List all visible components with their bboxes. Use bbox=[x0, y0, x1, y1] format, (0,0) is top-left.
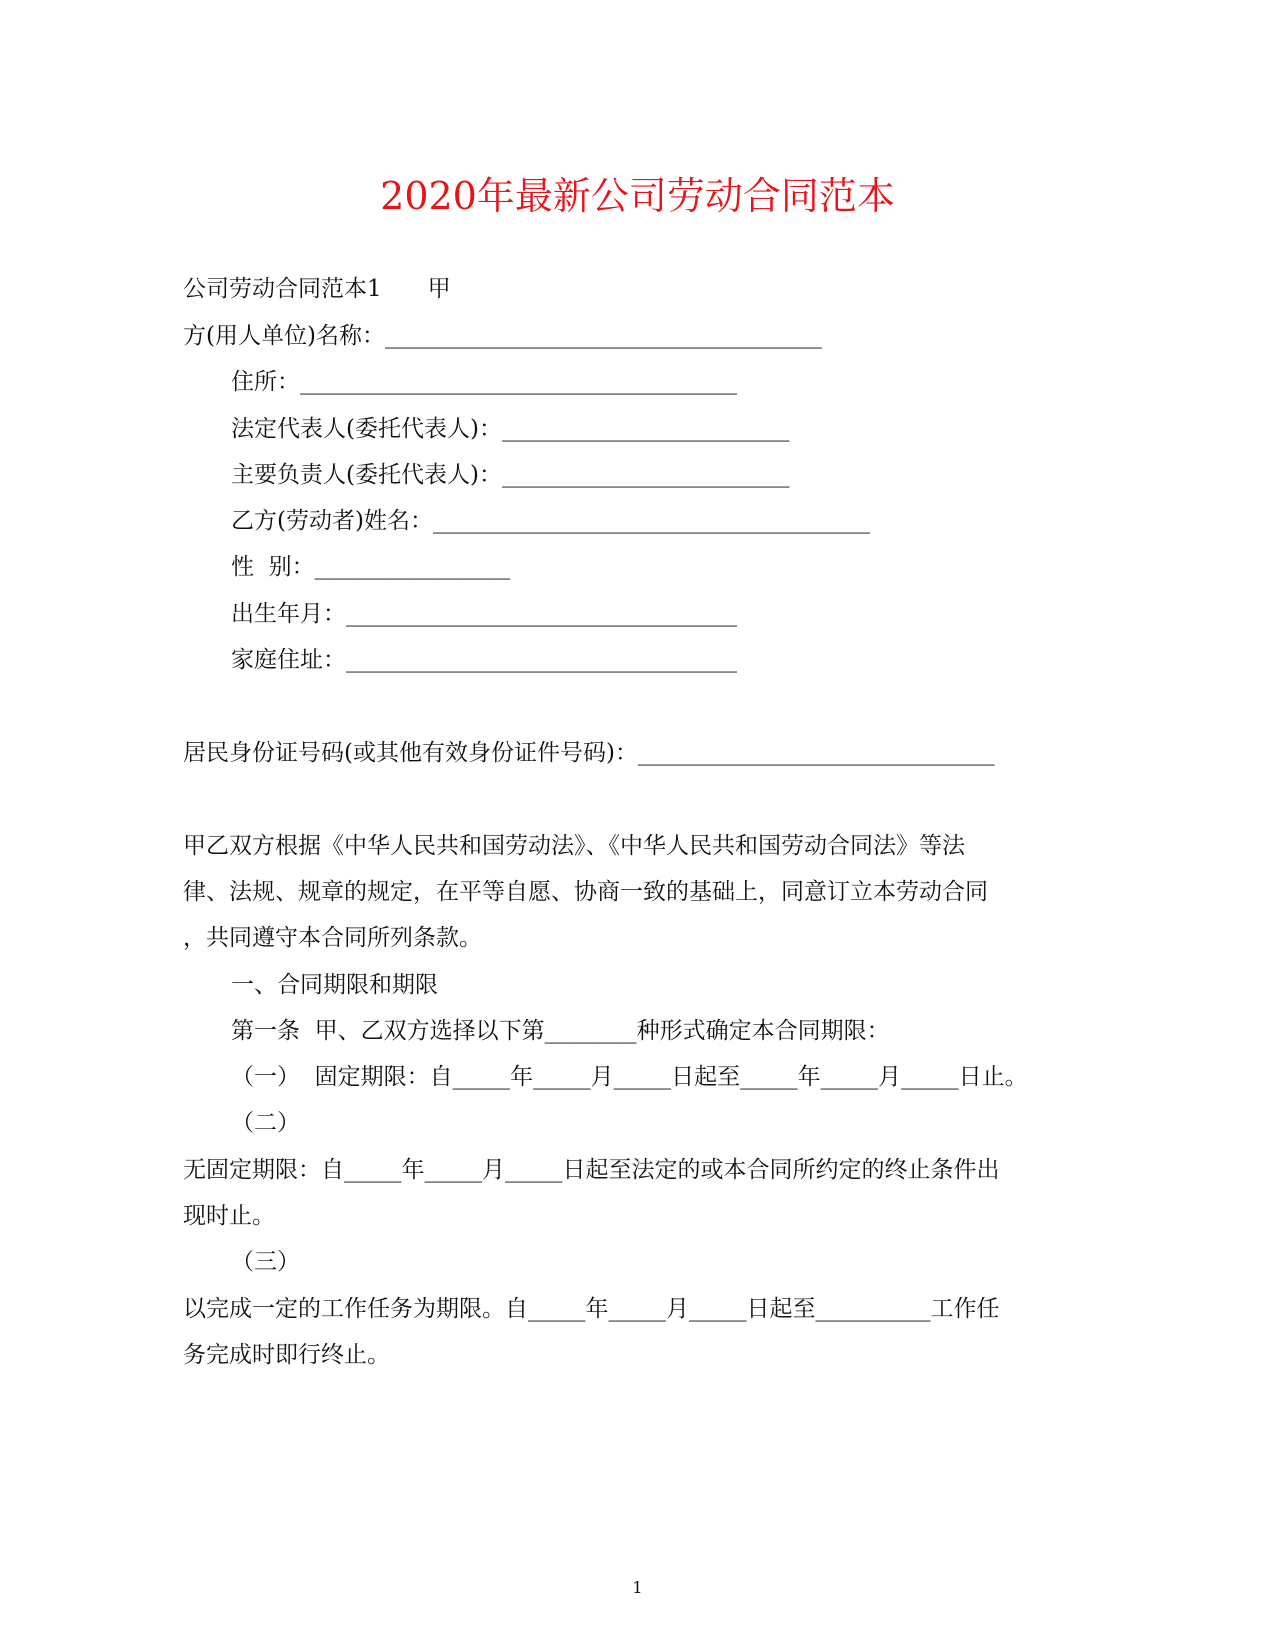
body-paragraph-line: 律、法规、规章的规定，在平等自愿、协商一致的基础上，同意订立本劳动合同 bbox=[183, 879, 988, 905]
option-open-term-line: 现时止。 bbox=[183, 1203, 275, 1229]
birth-date-line: 出生年月：__________________________________ bbox=[231, 601, 737, 627]
contract-heading-line: 公司劳动合同范本1 甲 bbox=[183, 276, 451, 302]
id-number-line: 居民身份证号码(或其他有效身份证件号码)：_______________________________ bbox=[183, 740, 995, 766]
section-heading: 一、合同期限和期限 bbox=[231, 972, 438, 998]
option-task-term-line: 务完成时即行终止。 bbox=[183, 1342, 390, 1368]
gender-line: 性 别：_________________ bbox=[231, 554, 511, 580]
body-paragraph-line: ，共同遵守本合同所列条款。 bbox=[183, 925, 482, 951]
option-label: （三） bbox=[231, 1249, 300, 1275]
employer-name-line: 方(用人单位)名称：______________________________________ bbox=[183, 323, 822, 349]
legal-representative-line: 法定代表人(委托代表人)：_________________________ bbox=[231, 416, 790, 442]
page-title: 2020年最新公司劳动合同范本 bbox=[380, 174, 895, 218]
option-task-term-line: 以完成一定的工作任务为期限。自_____年_____月_____日起至__________工作任 bbox=[183, 1296, 1000, 1322]
page-number: 1 bbox=[632, 1578, 643, 1597]
employer-address-line: 住所：______________________________________ bbox=[231, 369, 737, 395]
home-address-line: 家庭住址：__________________________________ bbox=[231, 647, 737, 673]
body-paragraph-line: 甲乙双方根据《中华人民共和国劳动法》、《中华人民共和国劳动合同法》等法 bbox=[183, 833, 965, 859]
option-label: （二） bbox=[231, 1110, 300, 1136]
option-fixed-term-line: （一） 固定期限：自_____年_____月_____日起至_____年_____月_____日止。 bbox=[231, 1064, 1028, 1090]
option-open-term-line: 无固定期限：自_____年_____月_____日起至法定的或本合同所约定的终止条件出 bbox=[183, 1157, 1000, 1183]
article-line: 第一条 甲、乙双方选择以下第________种形式确定本合同期限： bbox=[231, 1018, 890, 1044]
principal-line: 主要负责人(委托代表人)：_________________________ bbox=[231, 462, 790, 488]
employee-name-line: 乙方(劳动者)姓名：______________________________________ bbox=[231, 508, 870, 534]
